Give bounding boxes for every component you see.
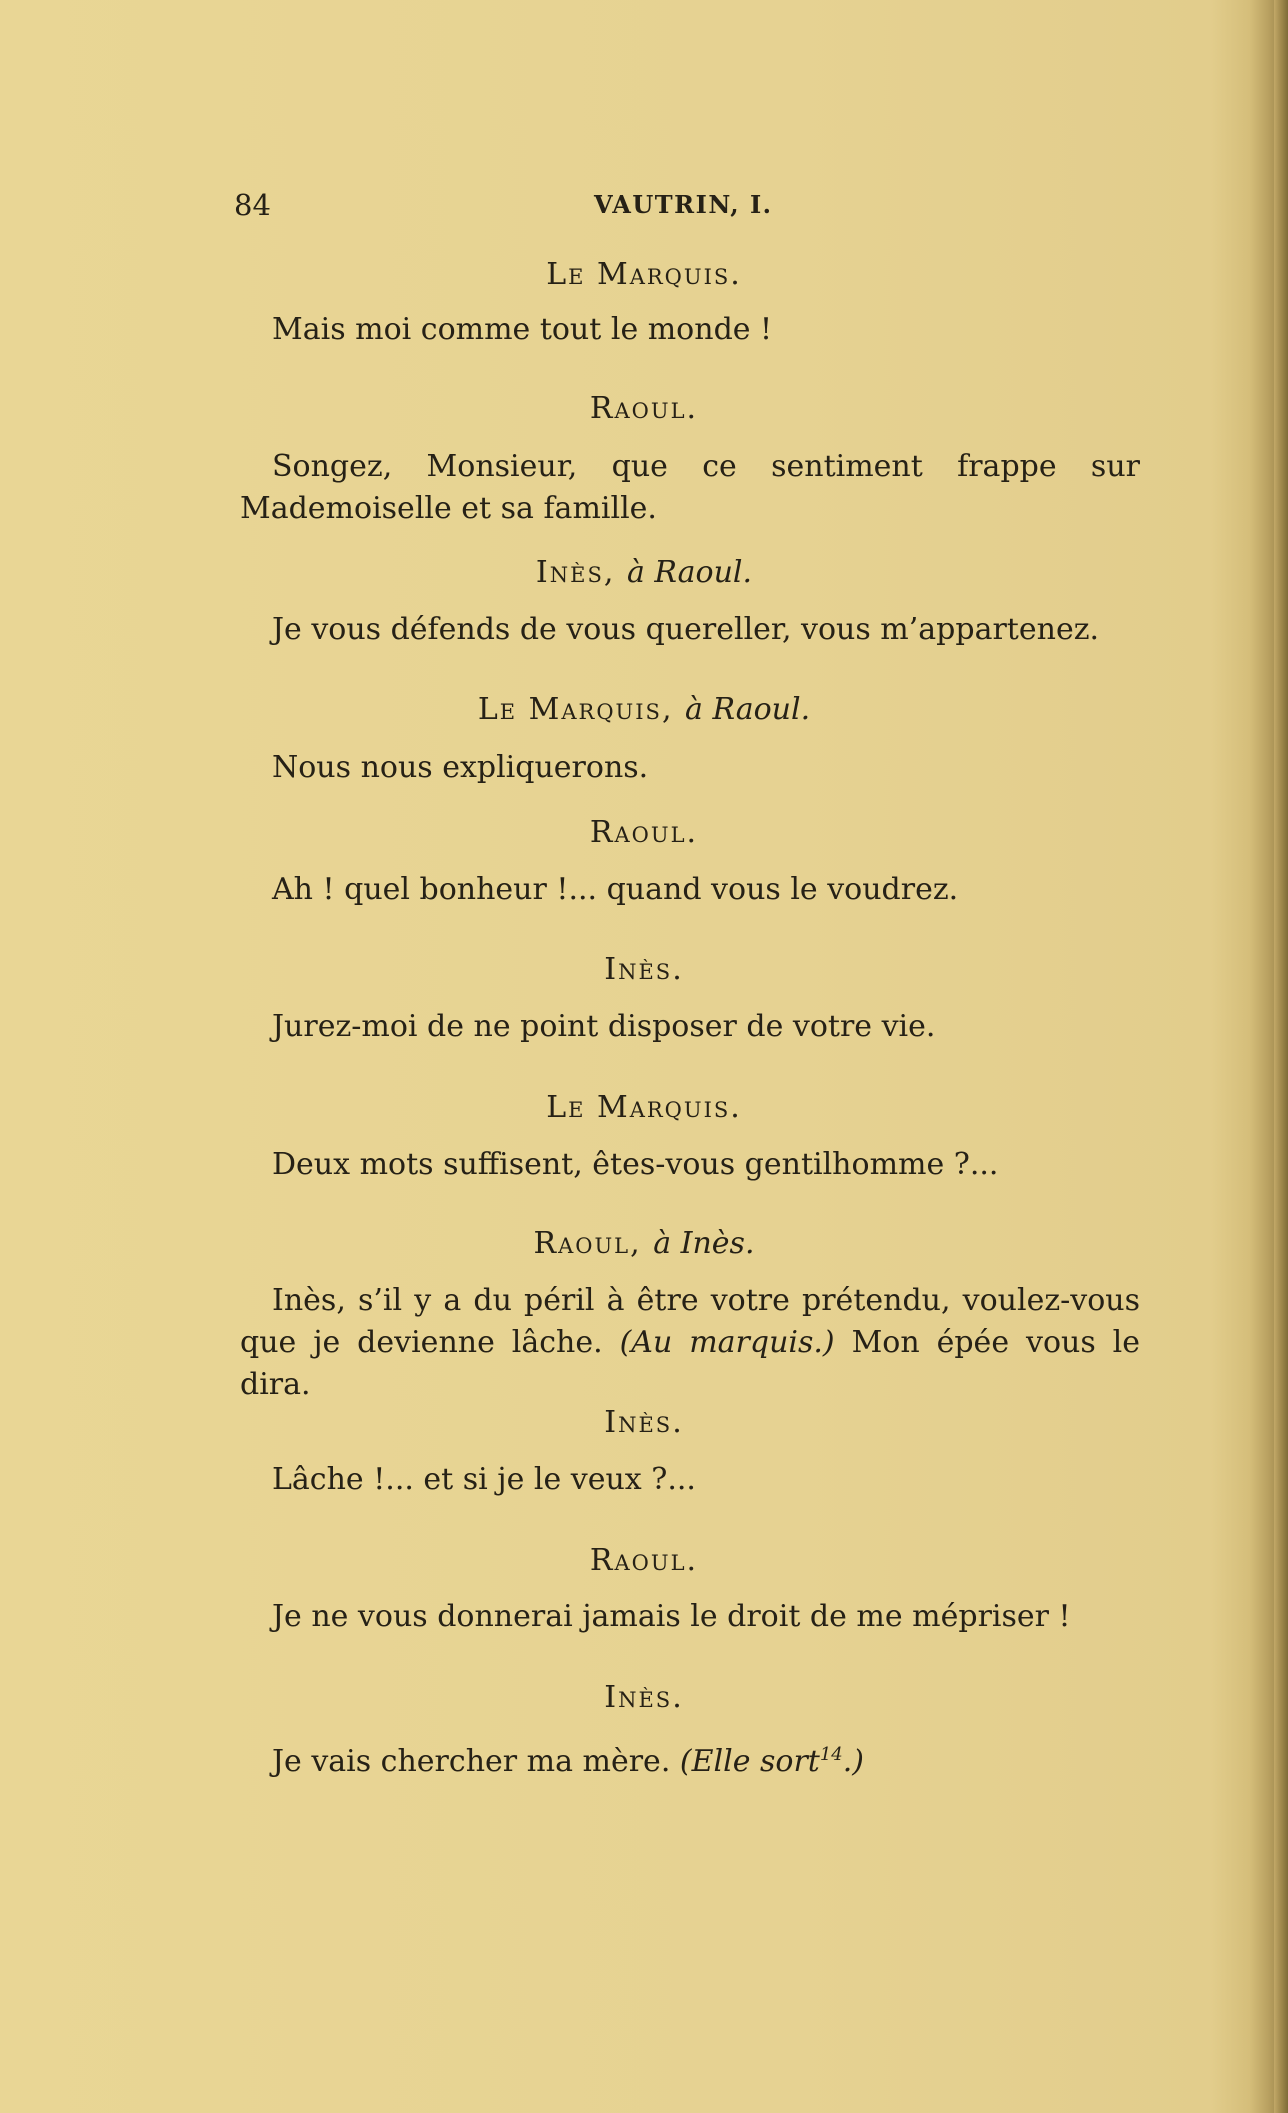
dialogue-line: Nous nous expliquerons. <box>272 750 649 785</box>
dialogue-line: Je vous défends de vous quereller, vous m’appartenez. <box>272 612 1100 647</box>
stage-direction: (Elle sort$^{14}$.) <box>679 1744 864 1779</box>
stage-direction: à Inès. <box>653 1226 755 1261</box>
speaker-heading: Le Marquis. <box>546 1090 742 1125</box>
speaker-heading: Le Marquis, à Raoul. <box>477 692 811 727</box>
speaker-heading: Inès, à Raoul. <box>535 555 753 590</box>
page-edge <box>1274 0 1288 2113</box>
dialogue-line: Lâche !... et si je le veux ?... <box>272 1462 696 1497</box>
dialogue-line: Deux mots suffisent, êtes-vous gentilhomme ?... <box>272 1147 999 1182</box>
speaker-heading: Raoul, à Inès. <box>533 1226 755 1261</box>
speaker-heading: Inès. <box>604 1680 684 1715</box>
stage-direction: à Raoul. <box>626 555 753 590</box>
dialogue-line: Jurez-moi de ne point disposer de votre vie. <box>272 1009 936 1044</box>
speaker-heading: Raoul. <box>589 391 699 426</box>
stage-direction: (Au marquis.) <box>619 1325 835 1360</box>
running-title: VAUTRIN, I. <box>594 190 773 219</box>
stage-direction: à Raoul. <box>685 692 811 727</box>
speaker-heading: Raoul. <box>589 815 699 850</box>
dialogue-line: Inès, s’il y a du péril à être votre prétendu, voulez-vous que je devienne lâche. (Au marquis.) Mon épée vous le dira. <box>240 1283 1140 1402</box>
dialogue-line: Je ne vous donnerai jamais le droit de me mépriser ! <box>272 1599 1071 1634</box>
dialogue-line: Mais moi comme tout le monde ! <box>272 312 773 347</box>
speaker-heading: Le Marquis. <box>546 257 742 292</box>
page-header <box>234 188 1034 228</box>
speaker-heading: Inès. <box>604 1405 684 1440</box>
speaker-heading: Inès. <box>604 952 684 987</box>
speaker-heading: Raoul. <box>589 1543 699 1578</box>
dialogue-line: Ah ! quel bonheur !... quand vous le voudrez. <box>272 872 959 907</box>
dialogue-line: Songez, Monsieur, que ce sentiment frappe sur Mademoiselle et sa famille. <box>240 449 1140 526</box>
page-number: 84 <box>234 188 271 222</box>
footnote-marker[interactable]: 14 <box>819 1744 843 1765</box>
dialogue-line: Je vais chercher ma mère. (Elle sort$^{14}$.) <box>272 1744 864 1779</box>
